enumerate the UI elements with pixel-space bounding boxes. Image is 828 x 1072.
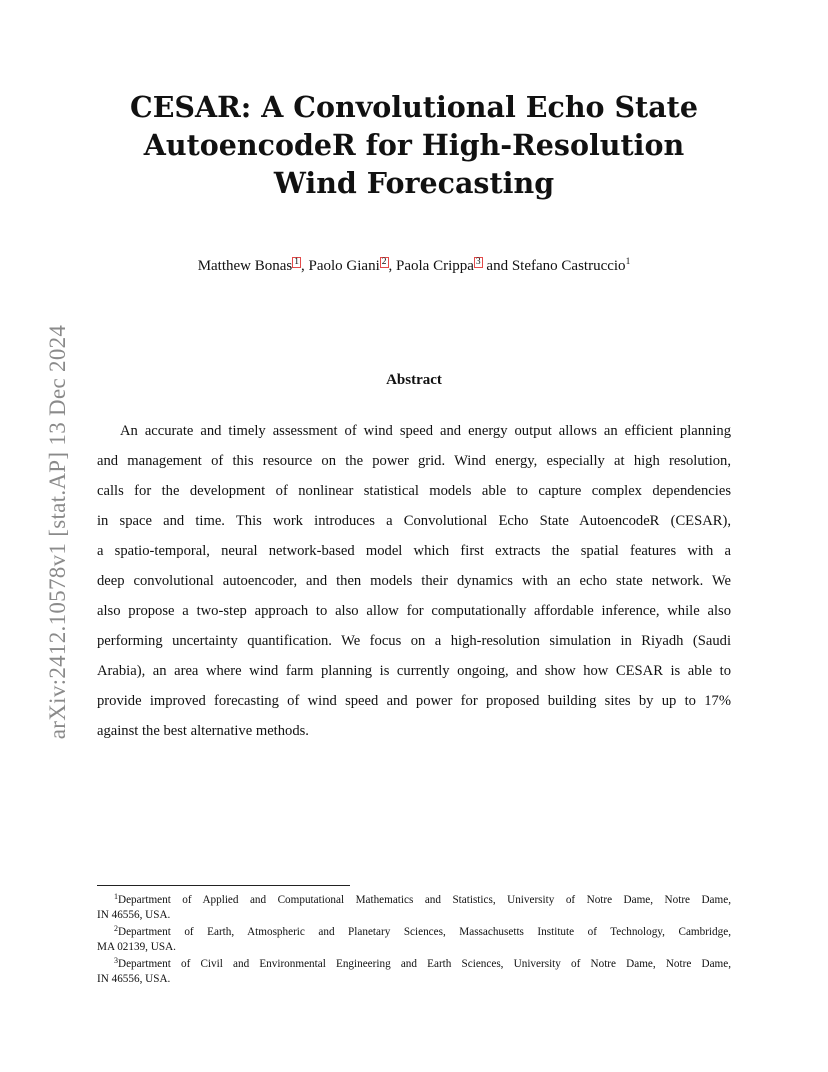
abstract-line: also propose a two-step approach to also allow for computationally affordable inference, while also [97, 603, 731, 619]
abstract-line: deep convolutional autoencoder, and then models their dynamics with an echo state network. We [97, 573, 731, 589]
affiliation-link-3[interactable]: 3 [475, 257, 481, 267]
footnote-text-cont: IN 46556, USA. [97, 908, 171, 921]
author-separator: and [482, 258, 512, 274]
abstract-line: An accurate and timely assessment of wind speed and energy output allows an efficient planning [120, 423, 731, 439]
abstract-heading: Abstract [386, 372, 442, 388]
footnote-3 [97, 954, 731, 972]
abstract-line: and management of this resource on the power grid. Wind energy, especially at high resolution, [97, 453, 731, 469]
footnote-1 [97, 890, 731, 908]
abstract-line: in space and time. This work introduces a Convolutional Echo State AutoencodeR (CESAR), [97, 513, 731, 529]
footnote-text-cont: IN 46556, USA. [97, 972, 171, 985]
author-separator: , [301, 258, 309, 274]
abstract-line: against the best alternative methods. [97, 723, 309, 739]
author-list [90, 257, 738, 275]
footnote-rule [97, 885, 350, 886]
title-line: CESAR: A Convolutional Echo State [130, 90, 698, 124]
footnote-text: Department of Civil and Environmental Engineering and Earth Sciences, University of Notre Dame, Notre Dame, [118, 958, 731, 970]
affiliation-link-1[interactable]: 1 [294, 257, 300, 267]
footnote-marker: 2 [114, 924, 118, 933]
affiliation-link-2[interactable]: 2 [381, 257, 387, 267]
footnote-2 [97, 922, 731, 940]
abstract-line: Arabia), an area where wind farm planning is currently ongoing, and show how CESAR is able to [97, 663, 731, 679]
abstract-line: provide improved forecasting of wind speed and power for proposed building sites by up to 17% [97, 693, 731, 709]
footnote-marker: 1 [114, 892, 118, 901]
affiliation-marker: 1 [625, 257, 631, 267]
paper-title [90, 88, 738, 202]
author-separator: , [388, 258, 397, 274]
title-line: AutoencodeR for High-Resolution [143, 128, 685, 162]
title-line: Wind Forecasting [273, 166, 555, 200]
footnote-text: Department of Applied and Computational Mathematics and Statistics, University of Notre Dame, Notre Dame, [118, 894, 731, 906]
abstract-line: a spatio-temporal, neural network-based model which first extracts the spatial features with a [97, 543, 731, 559]
abstract-line: calls for the development of nonlinear statistical models able to capture complex dependencies [97, 483, 731, 499]
footnote-text: Department of Earth, Atmospheric and Planetary Sciences, Massachusetts Institute of Technology, Cambridge, [118, 926, 731, 938]
author-name: Paolo Giani [308, 258, 380, 274]
footnote-marker: 3 [114, 956, 118, 965]
footnotes [97, 890, 731, 986]
author-name: Paola Crippa [396, 258, 474, 274]
abstract-line: performing uncertainty quantification. We focus on a high-resolution simulation in Riyadh (Saudi [97, 633, 731, 649]
abstract-body [97, 416, 731, 746]
author-name: Matthew Bonas [197, 258, 293, 274]
footnote-text-cont: MA 02139, USA. [97, 940, 176, 953]
arxiv-identifier-stamp: arXiv:2412.10578v1 [stat.AP] 13 Dec 2024 [45, 324, 70, 740]
author-name: Stefano Castruccio [511, 258, 626, 274]
